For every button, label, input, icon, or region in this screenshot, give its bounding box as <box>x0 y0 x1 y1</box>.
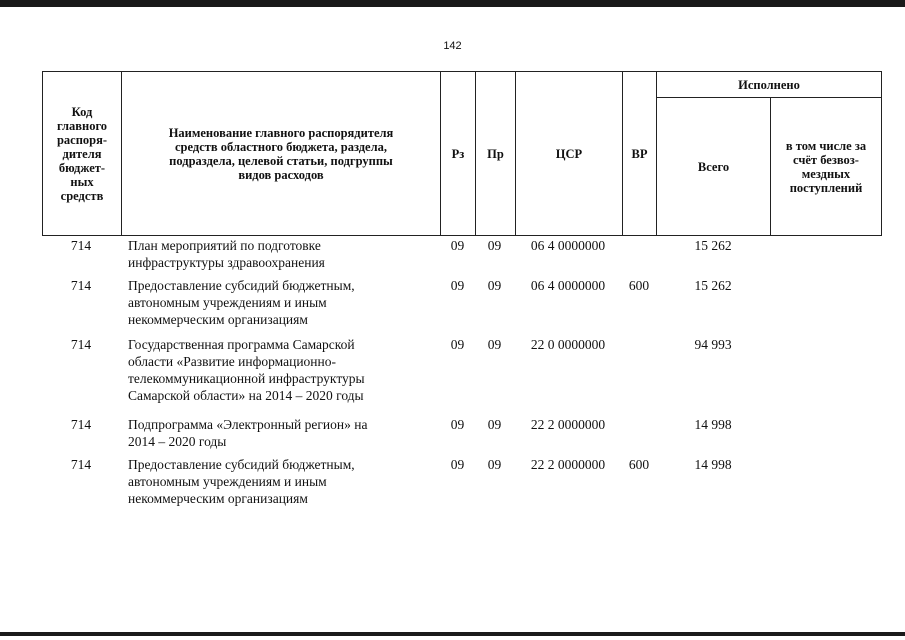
cell-pr: 09 <box>487 457 502 472</box>
cell-csr: 22 2 0000000 <box>530 417 606 432</box>
cell-code: 714 <box>70 238 92 253</box>
table-header <box>42 71 882 236</box>
header-pr: Пр <box>487 146 504 161</box>
cell-rz: 09 <box>450 417 465 432</box>
cell-csr: 22 2 0000000 <box>530 457 606 472</box>
cell-rz: 09 <box>450 238 465 253</box>
cell-code: 714 <box>70 457 92 472</box>
cell-csr: 22 0 0000000 <box>530 337 606 352</box>
cell-name: План мероприятий по подготовке инфраструктуры здравоохранения <box>128 238 325 270</box>
cell-name: Предоставление субсидий бюджетным, автономным учреждениям и иным некоммерческим организациям <box>128 457 355 506</box>
header-vr: ВР <box>631 146 648 161</box>
cell-total: 15 262 <box>694 278 732 293</box>
bottom-border-rule <box>0 632 905 636</box>
cell-name: Подпрограмма «Электронный регион» на 2014 – 2020 годы <box>128 417 368 449</box>
cell-rz: 09 <box>450 278 465 293</box>
page-number: 142 <box>443 40 462 52</box>
cell-rz: 09 <box>450 457 465 472</box>
header-rz: Рз <box>451 146 465 161</box>
cell-rz: 09 <box>450 337 465 352</box>
cell-total: 14 998 <box>694 417 732 432</box>
cell-pr: 09 <box>487 417 502 432</box>
header-name: Наименование главного распорядителя средств областного бюджета, раздела, подраздела, целевой статьи, подгруппы видов расходов <box>168 125 394 182</box>
header-gratuitous: в том числе за счёт безвоз- мездных поступлений <box>785 138 867 195</box>
cell-vr: 600 <box>628 278 650 293</box>
cell-code: 714 <box>70 278 92 293</box>
cell-pr: 09 <box>487 337 502 352</box>
header-csr: ЦСР <box>555 146 583 161</box>
cell-name: Предоставление субсидий бюджетным, автономным учреждениям и иным некоммерческим организациям <box>128 278 355 327</box>
top-border-rule <box>0 0 905 7</box>
cell-vr: 600 <box>628 457 650 472</box>
cell-csr: 06 4 0000000 <box>530 278 606 293</box>
cell-csr: 06 4 0000000 <box>530 238 606 253</box>
header-executed: Исполнено <box>738 77 800 92</box>
header-total: Всего <box>697 159 730 174</box>
cell-total: 14 998 <box>694 457 732 472</box>
cell-name: Государственная программа Самарской области «Развитие информационно- телекоммуникационной инфраструктуры Самарской области» на 2014 – 2020 годы <box>128 337 365 403</box>
cell-total: 94 993 <box>694 337 732 352</box>
cell-pr: 09 <box>487 278 502 293</box>
cell-code: 714 <box>70 337 92 352</box>
cell-code: 714 <box>70 417 92 432</box>
cell-pr: 09 <box>487 238 502 253</box>
cell-total: 15 262 <box>694 238 732 253</box>
header-code: Код главного распоря- дителя бюджет- ных средств <box>56 104 108 203</box>
